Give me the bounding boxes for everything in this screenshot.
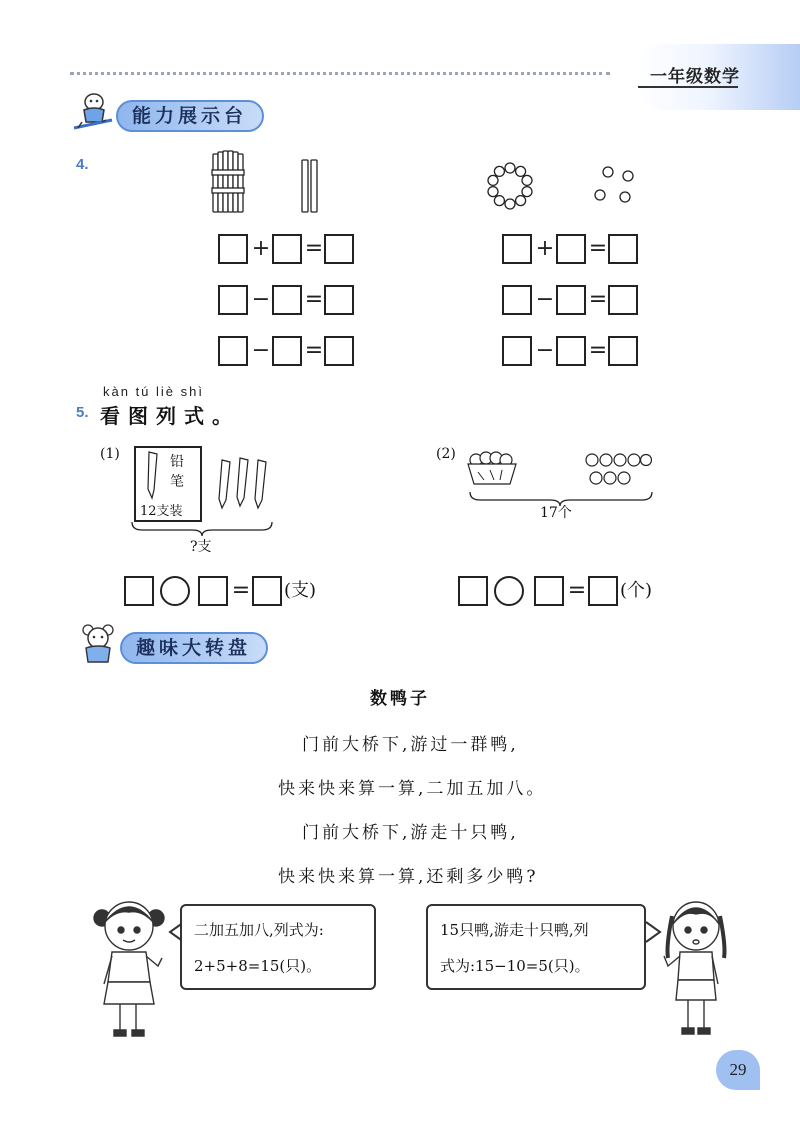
answer-box[interactable] <box>324 336 354 366</box>
pencil-pack-text: 12支装 <box>140 504 183 519</box>
answer-box[interactable] <box>608 234 638 264</box>
poem-title: 数鸭子 <box>370 689 430 709</box>
bubble-left-line-2: 2+5+8=15(只)。 <box>194 957 322 975</box>
equals-sign: = <box>304 236 324 261</box>
minus-sign: − <box>251 338 271 363</box>
speech-bubble-right <box>426 904 646 990</box>
girl-right-illustration <box>658 896 734 1046</box>
equals-sign: = <box>304 338 324 363</box>
minus-sign: − <box>535 338 555 363</box>
equals-sign: = <box>304 287 324 312</box>
page-number: 29 <box>716 1050 760 1090</box>
answer-box[interactable] <box>502 234 532 264</box>
speech-bubble-left <box>180 904 376 990</box>
two-sticks-icon <box>298 158 322 214</box>
answer-box[interactable] <box>252 576 282 606</box>
skier-mascot-icon <box>68 90 116 134</box>
plus-sign: + <box>251 236 271 261</box>
answer-box[interactable] <box>124 576 154 606</box>
answer-box[interactable] <box>502 336 532 366</box>
pencil-icon <box>144 450 162 502</box>
stick-bundle-icon <box>210 148 246 216</box>
grade-underline <box>638 86 738 88</box>
minus-sign: − <box>535 287 555 312</box>
poem-line: 快来快来算一算,二加五加八。 <box>278 779 547 799</box>
four-circles-icon <box>592 164 636 206</box>
plus-sign: + <box>535 236 555 261</box>
bear-mascot-icon <box>76 622 120 666</box>
answer-box[interactable] <box>502 285 532 315</box>
answer-box[interactable] <box>458 576 488 606</box>
part-1-total: ?支 <box>190 539 212 555</box>
unit-label: (支) <box>284 580 317 601</box>
answer-box[interactable] <box>608 285 638 315</box>
equals-sign: = <box>231 578 251 603</box>
girl-left-illustration <box>92 896 172 1046</box>
pencil-box-label: 铅笔 <box>170 454 184 490</box>
bubble-right-line-2: 式为:15−10=5(只)。 <box>440 957 590 975</box>
answer-box[interactable] <box>198 576 228 606</box>
answer-box[interactable] <box>272 234 302 264</box>
equals-sign: = <box>588 287 608 312</box>
question-5-number: 5. <box>76 404 89 421</box>
poem-line: 门前大桥下,游过一群鸭, <box>302 735 519 755</box>
three-pencils-icon <box>214 456 274 512</box>
question-4-number: 4. <box>76 156 89 173</box>
answer-box[interactable] <box>324 234 354 264</box>
answer-box[interactable] <box>556 336 586 366</box>
answer-box[interactable] <box>218 336 248 366</box>
answer-box[interactable] <box>218 285 248 315</box>
equals-sign: = <box>588 236 608 261</box>
poem-line: 快来快来算一算,还剩多少鸭? <box>278 867 539 887</box>
answer-box[interactable] <box>272 336 302 366</box>
answer-box[interactable] <box>608 336 638 366</box>
answer-box[interactable] <box>556 285 586 315</box>
answer-box[interactable] <box>218 234 248 264</box>
apples-icon <box>582 448 652 492</box>
bubble-left-line-1: 二加五加八,列式为: <box>194 921 324 939</box>
part-2-total: 17个 <box>540 505 572 521</box>
answer-box[interactable] <box>588 576 618 606</box>
answer-box[interactable] <box>534 576 564 606</box>
section-banner-ability: 能力展示台 <box>116 100 264 132</box>
operator-circle[interactable] <box>494 576 524 606</box>
answer-box[interactable] <box>324 285 354 315</box>
question-5-title: 看图列式。 <box>100 404 240 428</box>
question-5-pinyin: kàn tú liè shì <box>103 384 204 399</box>
answer-box[interactable] <box>556 234 586 264</box>
answer-box[interactable] <box>272 285 302 315</box>
equals-sign: = <box>588 338 608 363</box>
part-2-label: (2) <box>436 446 456 462</box>
unit-label: (个) <box>620 580 653 601</box>
ring-of-ten-circles-icon <box>486 162 534 210</box>
bubble-right-line-1: 15只鸭,游走十只鸭,列 <box>440 921 589 939</box>
equals-sign: = <box>567 578 587 603</box>
header-dotted-rule <box>70 72 610 75</box>
poem-line: 门前大桥下,游走十只鸭, <box>302 823 519 843</box>
section-banner-fun: 趣味大转盘 <box>120 632 268 664</box>
grade-label: 一年级数学 <box>650 67 740 87</box>
minus-sign: − <box>251 287 271 312</box>
part-1-label: (1) <box>100 446 120 462</box>
apple-basket-icon <box>464 446 520 488</box>
operator-circle[interactable] <box>160 576 190 606</box>
